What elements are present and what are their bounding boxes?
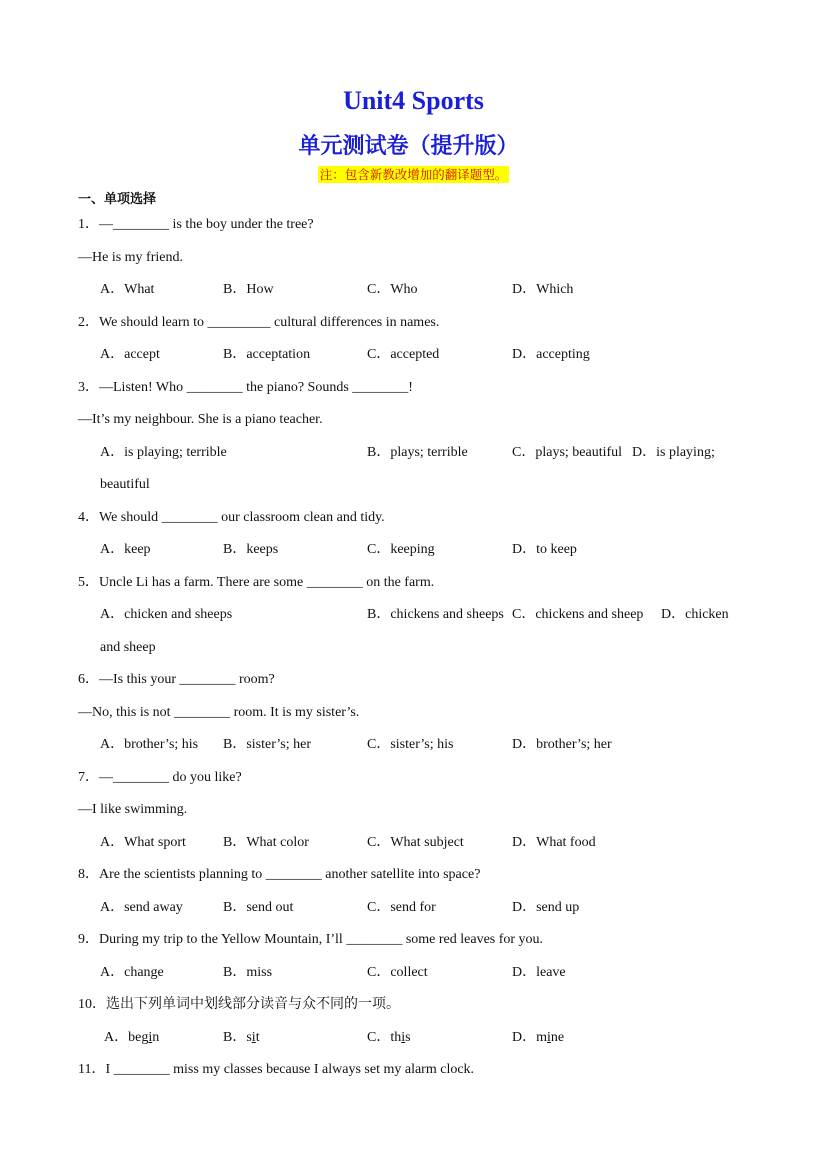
underlined-letter: i (251, 1030, 256, 1045)
option-d: D．send up (512, 900, 580, 915)
option-a: A．send away (100, 900, 183, 915)
option-b: B．What color (223, 835, 309, 850)
option-b: B．plays; terrible (367, 445, 468, 460)
highlighted-note: 注：包含新教改增加的翻译题型。 (319, 167, 508, 182)
dialogue-reply: —No, this is not ________ room. It is my sister’s. (78, 705, 360, 720)
option-d: D．brother’s; her (512, 737, 612, 752)
option-a: A．accept (100, 347, 160, 362)
option-b: B．send out (223, 900, 294, 915)
option-c: C．accepted (367, 347, 440, 362)
underlined-letter: i (401, 1030, 406, 1045)
option-b: B．sit (223, 1030, 260, 1045)
question-stem: 7．—________ do you like? (78, 770, 242, 785)
option-b: B．keeps (223, 542, 279, 557)
underlined-letter: i (148, 1030, 153, 1045)
option-a: A．is playing; terrible (100, 445, 227, 460)
question-stem: 5．Uncle Li has a farm. There are some ________ on the farm. (78, 575, 435, 590)
option-a: A．change (100, 965, 164, 980)
section-heading: 一、单项选择 (78, 192, 157, 207)
option-a: A．brother’s; his (100, 737, 199, 752)
question-stem: 10．选出下列单词中划线部分读音与众不同的一项。 (78, 997, 400, 1012)
option-c: C．sister’s; his (367, 737, 454, 752)
option-c: C．keeping (367, 542, 435, 557)
option-d: D．chicken (661, 607, 729, 622)
question-stem: 3．—Listen! Who ________ the piano? Sounds ________! (78, 380, 413, 395)
note-container (0, 165, 827, 184)
option-b: B．acceptation (223, 347, 311, 362)
option-b: B．chickens and sheeps (367, 607, 504, 622)
dialogue-reply: —It’s my neighbour. She is a piano teacher. (78, 412, 323, 427)
option-d: D．What food (512, 835, 596, 850)
document-subtitle: 单元测试卷（提升版） (298, 133, 519, 159)
option-c: C．collect (367, 965, 428, 980)
option-d: D．Which (512, 282, 574, 297)
question-stem: 1．—________ is the boy under the tree? (78, 217, 314, 232)
option-c: C．send for (367, 900, 436, 915)
option-d: D．to keep (512, 542, 577, 557)
question-stem: 11．I ________ miss my classes because I always set my alarm clock. (78, 1062, 475, 1077)
option-a: A．keep (100, 542, 151, 557)
option-d: D．is playing; (632, 445, 715, 460)
option-d: D．mine (512, 1030, 565, 1045)
option-c: C．What subject (367, 835, 464, 850)
question-stem: 2．We should learn to _________ cultural differences in names. (78, 315, 440, 330)
option-b: B．How (223, 282, 274, 297)
question-stem: 6．—Is this your ________ room? (78, 672, 275, 687)
option-d: D．accepting (512, 347, 590, 362)
option-c: C．this (367, 1030, 411, 1045)
question-stem: 9．During my trip to the Yellow Mountain, I’ll ________ some red leaves for you. (78, 932, 544, 947)
question-stem: 8．Are the scientists planning to ________ another satellite into space? (78, 867, 481, 882)
option-d: D．leave (512, 965, 566, 980)
question-stem: 4．We should ________ our classroom clean and tidy. (78, 510, 385, 525)
option-b: B．miss (223, 965, 273, 980)
document-title: Unit4 Sports (343, 86, 484, 115)
option-c: C．plays; beautiful (512, 445, 623, 460)
option-c: C．Who (367, 282, 418, 297)
option-b: B．sister’s; her (223, 737, 312, 752)
option-a: A．chicken and sheeps (100, 607, 233, 622)
option-a: A．begin (104, 1030, 160, 1045)
underlined-letter: i (547, 1030, 551, 1045)
option-wrap-text: beautiful (100, 477, 150, 492)
dialogue-reply: —He is my friend. (78, 250, 183, 265)
option-c: C．chickens and sheep (512, 607, 644, 622)
option-wrap-text: and sheep (100, 640, 156, 655)
option-a: A．What sport (100, 835, 186, 850)
dialogue-reply: —I like swimming. (78, 802, 188, 817)
option-a: A．What (100, 282, 155, 297)
